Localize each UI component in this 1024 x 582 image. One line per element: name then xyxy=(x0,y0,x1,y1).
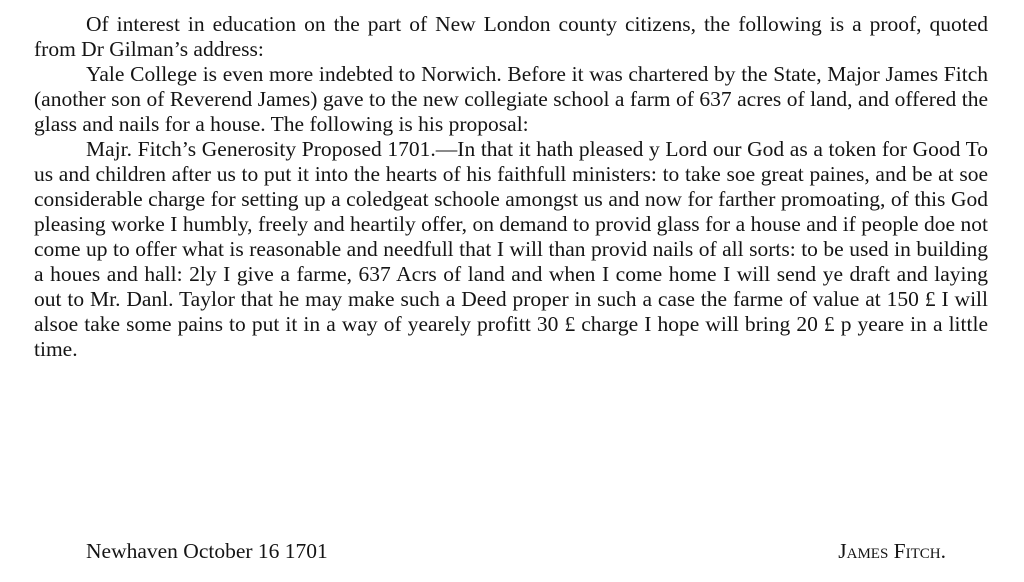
yale-paragraph: Yale College is even more indebted to Norwich. Before it was chartered by the State, Major James Fitch (another son of Reverend James) gave to the new collegiate school a farm of 637 acres of land, and offered the glass and nails for a house. The following is his proposal: xyxy=(34,62,988,136)
intro-paragraph: Of interest in education on the part of New London county citizens, the following is a proof, quoted from Dr Gilman’s address: xyxy=(34,12,988,61)
signature-name: James Fitch. xyxy=(838,539,946,563)
proposal-paragraph: Majr. Fitch’s Generosity Proposed 1701.—In that it hath pleased y Lord our God as a token for Good To us and children after us to put it into the hearts of his faithfull ministers: to take soe great paines, and be at soe considerable charge for setting up a coledgeat schoole amongst us and now for farther promoating, of this God pleasing worke I humbly, freely and heartily offer, on demand to provid glass for a house and if people doe not come up to offer what is reasonable and needfull that I will than provid nails of all sorts: to be used in building a houes and hall: 2ly I give a farme, 637 Acrs of land and when I come home I will send ye draft and laying out to Mr. Danl. Taylor that he may make such a Deed proper in such a case the farme of value at 150 £ I will alsoe take some pains to put it in a way of yearely profitt 30 £ charge I hope will bring 20 £ p yeare in a little time. xyxy=(34,137,988,361)
document-body xyxy=(34,12,988,362)
signature-place-date: Newhaven October 16 1701 xyxy=(86,539,328,563)
